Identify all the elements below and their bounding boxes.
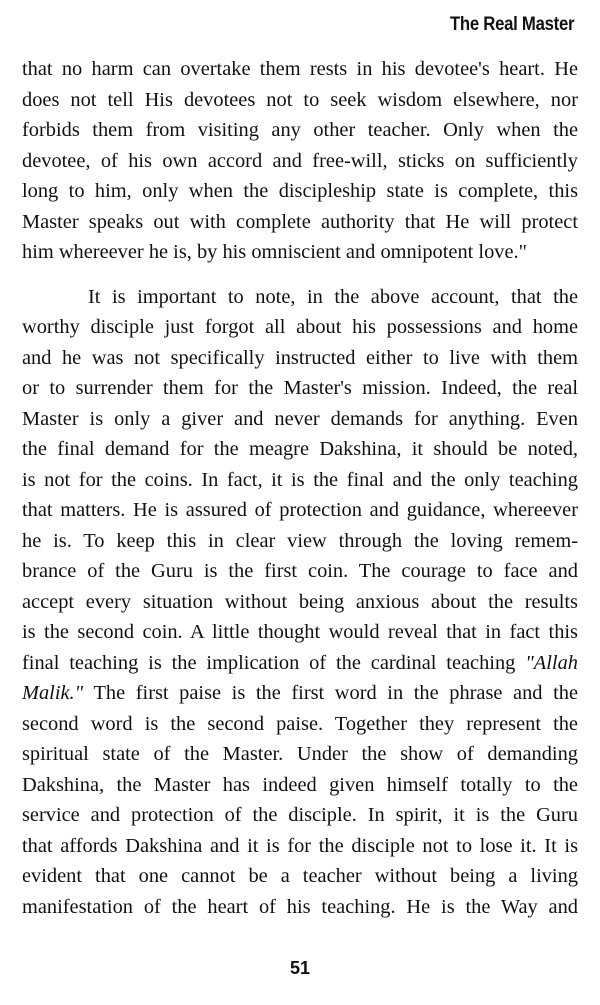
text-line: that affords Dakshina and it is for the disciple not to lose it. It is xyxy=(22,834,578,857)
text-line: manifestation of the heart of his teaching. He is the Way and xyxy=(22,895,578,918)
italic-phrase: Malik." xyxy=(22,682,84,704)
text-line: second word is the second paise. Together they represent the xyxy=(22,712,578,735)
text-line: service and protection of the disciple. In spirit, it is the Guru xyxy=(22,804,578,826)
text-line: that matters. He is assured of protection and guidance, whereever xyxy=(22,499,578,521)
paragraph xyxy=(22,54,578,268)
running-head: The Real Master xyxy=(449,14,574,35)
text-line: spiritual state of the Master. Under the show of demanding xyxy=(22,743,578,765)
text-line xyxy=(22,678,578,709)
page-number: 51 xyxy=(289,958,311,978)
text-line: or to surrender them for the Master's mission. Indeed, the real xyxy=(22,377,578,399)
text-line: does not tell His devotees not to seek wisdom elsewhere, nor xyxy=(22,88,578,111)
text-line: is not for the coins. In fact, it is the final and the only teaching xyxy=(22,468,578,491)
text-fragment: The first paise is the first word in the phrase and the xyxy=(83,682,578,704)
text-line: is the second coin. A little thought would reveal that in fact this xyxy=(22,621,578,643)
text-line: forbids them from visiting any other teacher. Only when the xyxy=(22,119,578,141)
text-line: the final demand for the meagre Dakshina, it should be noted, xyxy=(22,438,578,460)
text-line: evident that one cannot be a teacher without being a living xyxy=(22,865,578,887)
text-line: brance of the Guru is the first coin. The courage to face and xyxy=(22,560,578,582)
text-line: long to him, only when the discipleship state is complete, this xyxy=(22,180,578,202)
text-line: Master is only a giver and never demands for anything. Even xyxy=(22,407,578,430)
text-line xyxy=(22,648,578,679)
body-text xyxy=(22,54,578,922)
text-line: Dakshina, the Master has indeed given himself totally to the xyxy=(22,773,578,796)
text-line: It is important to note, in the above account, that the xyxy=(88,285,578,308)
text-line: and he was not specifically instructed either to live with them xyxy=(22,346,578,369)
text-line: worthy disciple just forgot all about his possessions and home xyxy=(22,316,578,338)
text-line: he is. To keep this in clear view through the loving remem- xyxy=(22,529,578,552)
text-line: accept every situation without being anxious about the results xyxy=(22,590,578,613)
paragraph xyxy=(22,282,578,923)
text-line: him whereever he is, by his omniscient and omnipotent love." xyxy=(22,241,527,263)
text-line: Master speaks out with complete authority that He will protect xyxy=(22,210,578,233)
italic-phrase: "Allah xyxy=(525,651,578,674)
text-fragment: final teaching is the implication of the cardinal teaching xyxy=(22,651,516,674)
paragraph-gap xyxy=(22,268,578,282)
text-line: devotee, of his own accord and free-will, sticks on sufficiently xyxy=(22,149,578,172)
text-line: that no harm can overtake them rests in his devotee's heart. He xyxy=(22,58,578,80)
